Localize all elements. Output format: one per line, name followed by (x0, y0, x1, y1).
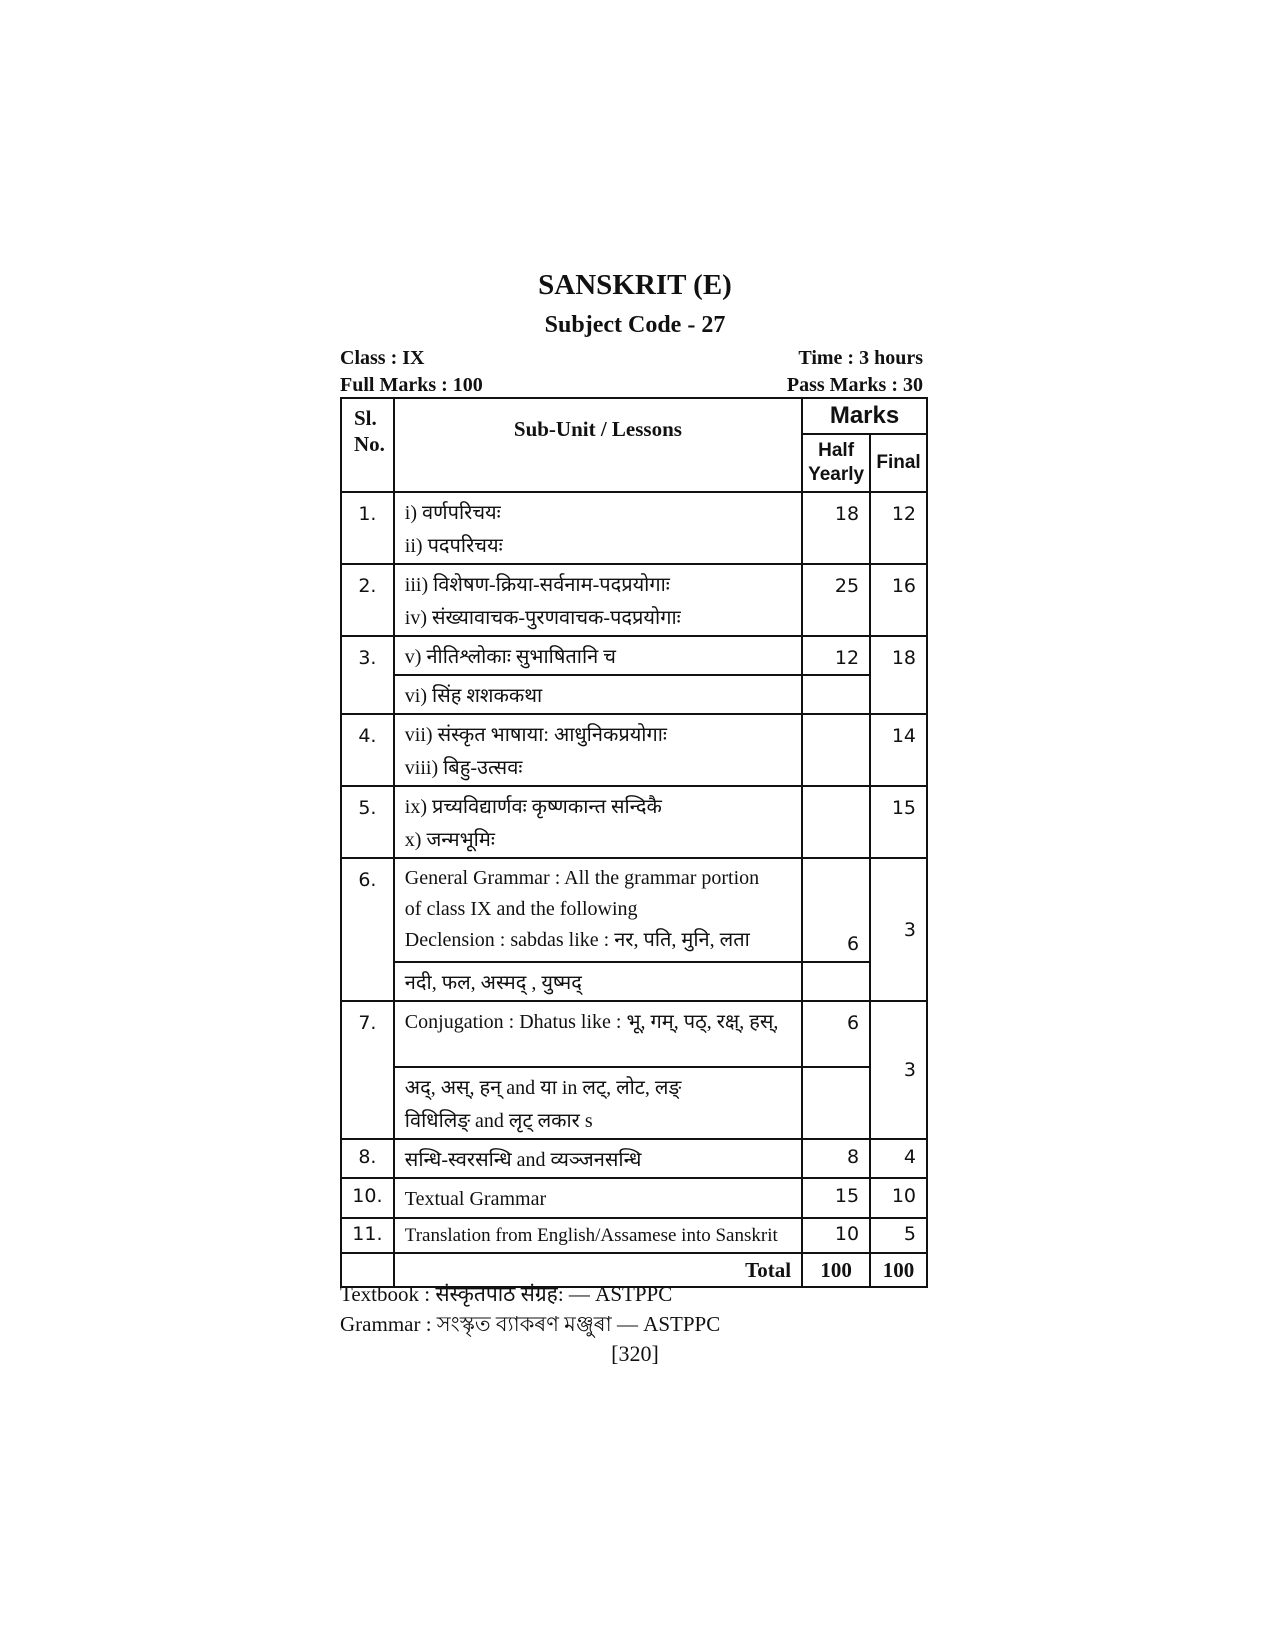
lesson-line: Declension : sabdas like : नर, पति, मुनि, लता (404, 929, 750, 951)
half-yearly-cell: 15 (802, 1178, 870, 1218)
sl-cell: 8. (341, 1139, 394, 1178)
half-yearly-cell: 6 (802, 858, 870, 962)
half-yearly-cell: 25 (802, 564, 870, 636)
lesson-cell (394, 786, 802, 858)
half-yearly-cell: 18 (802, 492, 870, 564)
half-yearly-cell (802, 714, 870, 786)
lesson-line: vii) संस्कृत भाषाया: आधुनिकप्रयोगाः (404, 724, 667, 746)
table-row (341, 1139, 927, 1178)
total-half-yearly: 100 (802, 1253, 870, 1287)
lesson-line: ii) पदपरिचयः (404, 535, 503, 557)
final-cell: 16 (870, 564, 927, 636)
lesson-cell: vi) सिंह शशककथा (394, 675, 802, 714)
class-label: Class : IX (340, 347, 425, 369)
half-yearly-cell: 6 (802, 1001, 870, 1067)
lesson-line: i) वर्णपरिचयः (404, 502, 501, 524)
sl-cell: 10. (341, 1178, 394, 1218)
header-final: Final (870, 434, 927, 492)
total-label: Total (394, 1253, 802, 1287)
textbook-line: Textbook : संस्कृतपाठ संग्रह: –– ASTPPC (340, 1282, 673, 1306)
lesson-line: अद्, अस्, हन् and या in लट्, लोट, लङ् (404, 1077, 682, 1099)
sl-cell: 6. (341, 858, 394, 1001)
meta-row-marks (340, 371, 923, 399)
lesson-line: x) जन्मभूमिः (404, 829, 495, 851)
half-yearly-cell: 12 (802, 636, 870, 675)
lesson-cell (394, 858, 802, 962)
subject-code: Subject Code - 27 (544, 312, 726, 338)
lesson-cell (394, 564, 802, 636)
final-cell: 15 (870, 786, 927, 858)
header-sl-no (341, 398, 394, 492)
lesson-line: viii) बिहु-उत्सवः (404, 757, 523, 779)
final-cell: 18 (870, 636, 927, 714)
table-row (341, 1178, 927, 1218)
half-yearly-cell: 10 (802, 1218, 870, 1253)
empty-cell (802, 962, 870, 1001)
sl-cell: 7. (341, 1001, 394, 1139)
lesson-line: General Grammar : All the grammar portion (404, 867, 760, 889)
lesson-cell: v) नीतिश्लोकाः सुभाषितानि च (394, 636, 802, 675)
header-marks: Marks (802, 398, 927, 434)
lesson-cell: Textual Grammar (394, 1178, 802, 1218)
empty-cell (802, 1067, 870, 1139)
final-cell: 4 (870, 1139, 927, 1178)
table-row (341, 714, 927, 786)
empty-cell (802, 675, 870, 714)
lesson-cell: नदी, फल, अस्मद् , युष्मद् (394, 962, 802, 1001)
table-row (341, 858, 927, 962)
lesson-cell: सन्धि-स्वरसन्धि and व्यञ्जनसन्धि (394, 1139, 802, 1178)
table-row (341, 1218, 927, 1253)
table-row (341, 786, 927, 858)
page-number: [320] (611, 1341, 659, 1366)
lesson-cell: Conjugation : Dhatus like : भू, गम्, पठ्, रक्ष्, हस्, (394, 1001, 802, 1067)
lesson-line: iv) संख्यावाचक-पुरणवाचक-पदप्रयोगाः (404, 607, 681, 629)
header-half-line1: Half (818, 440, 855, 461)
table-row (341, 492, 927, 564)
half-yearly-cell (802, 786, 870, 858)
header-half-yearly (802, 434, 870, 492)
full-marks-label: Full Marks : 100 (340, 374, 483, 396)
table-row (341, 1067, 927, 1139)
lesson-line: ix) प्रच्यविद्यार्णवः कृष्णकान्त सन्दिकै (404, 796, 662, 818)
final-cell: 12 (870, 492, 927, 564)
table-row (341, 1001, 927, 1067)
final-cell: 5 (870, 1218, 927, 1253)
final-cell: 14 (870, 714, 927, 786)
final-cell: 10 (870, 1178, 927, 1218)
header-sl-line2: No. (354, 432, 385, 456)
header-half-line2: Yearly (808, 464, 865, 485)
sl-cell: 5. (341, 786, 394, 858)
time-label: Time : 3 hours (798, 347, 923, 369)
table-row (341, 962, 927, 1001)
lesson-line: of class IX and the following (404, 898, 638, 920)
final-cell: 3 (870, 1001, 927, 1139)
meta-row-class-time (340, 344, 923, 372)
sl-cell: 4. (341, 714, 394, 786)
header-sl-line1: Sl. (354, 406, 377, 430)
sl-cell: 11. (341, 1218, 394, 1253)
sl-cell: 1. (341, 492, 394, 564)
lesson-cell (394, 492, 802, 564)
sl-cell: 2. (341, 564, 394, 636)
table-row (341, 675, 927, 714)
half-yearly-cell: 8 (802, 1139, 870, 1178)
header-sub-unit: Sub-Unit / Lessons (394, 398, 802, 492)
document-title: SANSKRIT (E) (538, 269, 732, 301)
lesson-cell (394, 714, 802, 786)
lesson-line: विधिलिङ् and लृट् लकार s (404, 1110, 593, 1132)
pass-marks-label: Pass Marks : 30 (786, 374, 923, 396)
lesson-line: iii) विशेषण-क्रिया-सर्वनाम-पदप्रयोगाः (404, 574, 670, 596)
final-cell: 3 (870, 858, 927, 1001)
grammar-line: Grammar : সংস্কৃত ব্যাকৰণ মঞ্জুৰা — ASTPPC (340, 1312, 721, 1336)
lesson-cell (394, 1067, 802, 1139)
table-row (341, 564, 927, 636)
total-final: 100 (870, 1253, 927, 1287)
sl-cell: 3. (341, 636, 394, 714)
syllabus-table (340, 397, 928, 1288)
table-row (341, 636, 927, 675)
lesson-cell: Translation from English/Assamese into Sanskrit (394, 1218, 802, 1253)
